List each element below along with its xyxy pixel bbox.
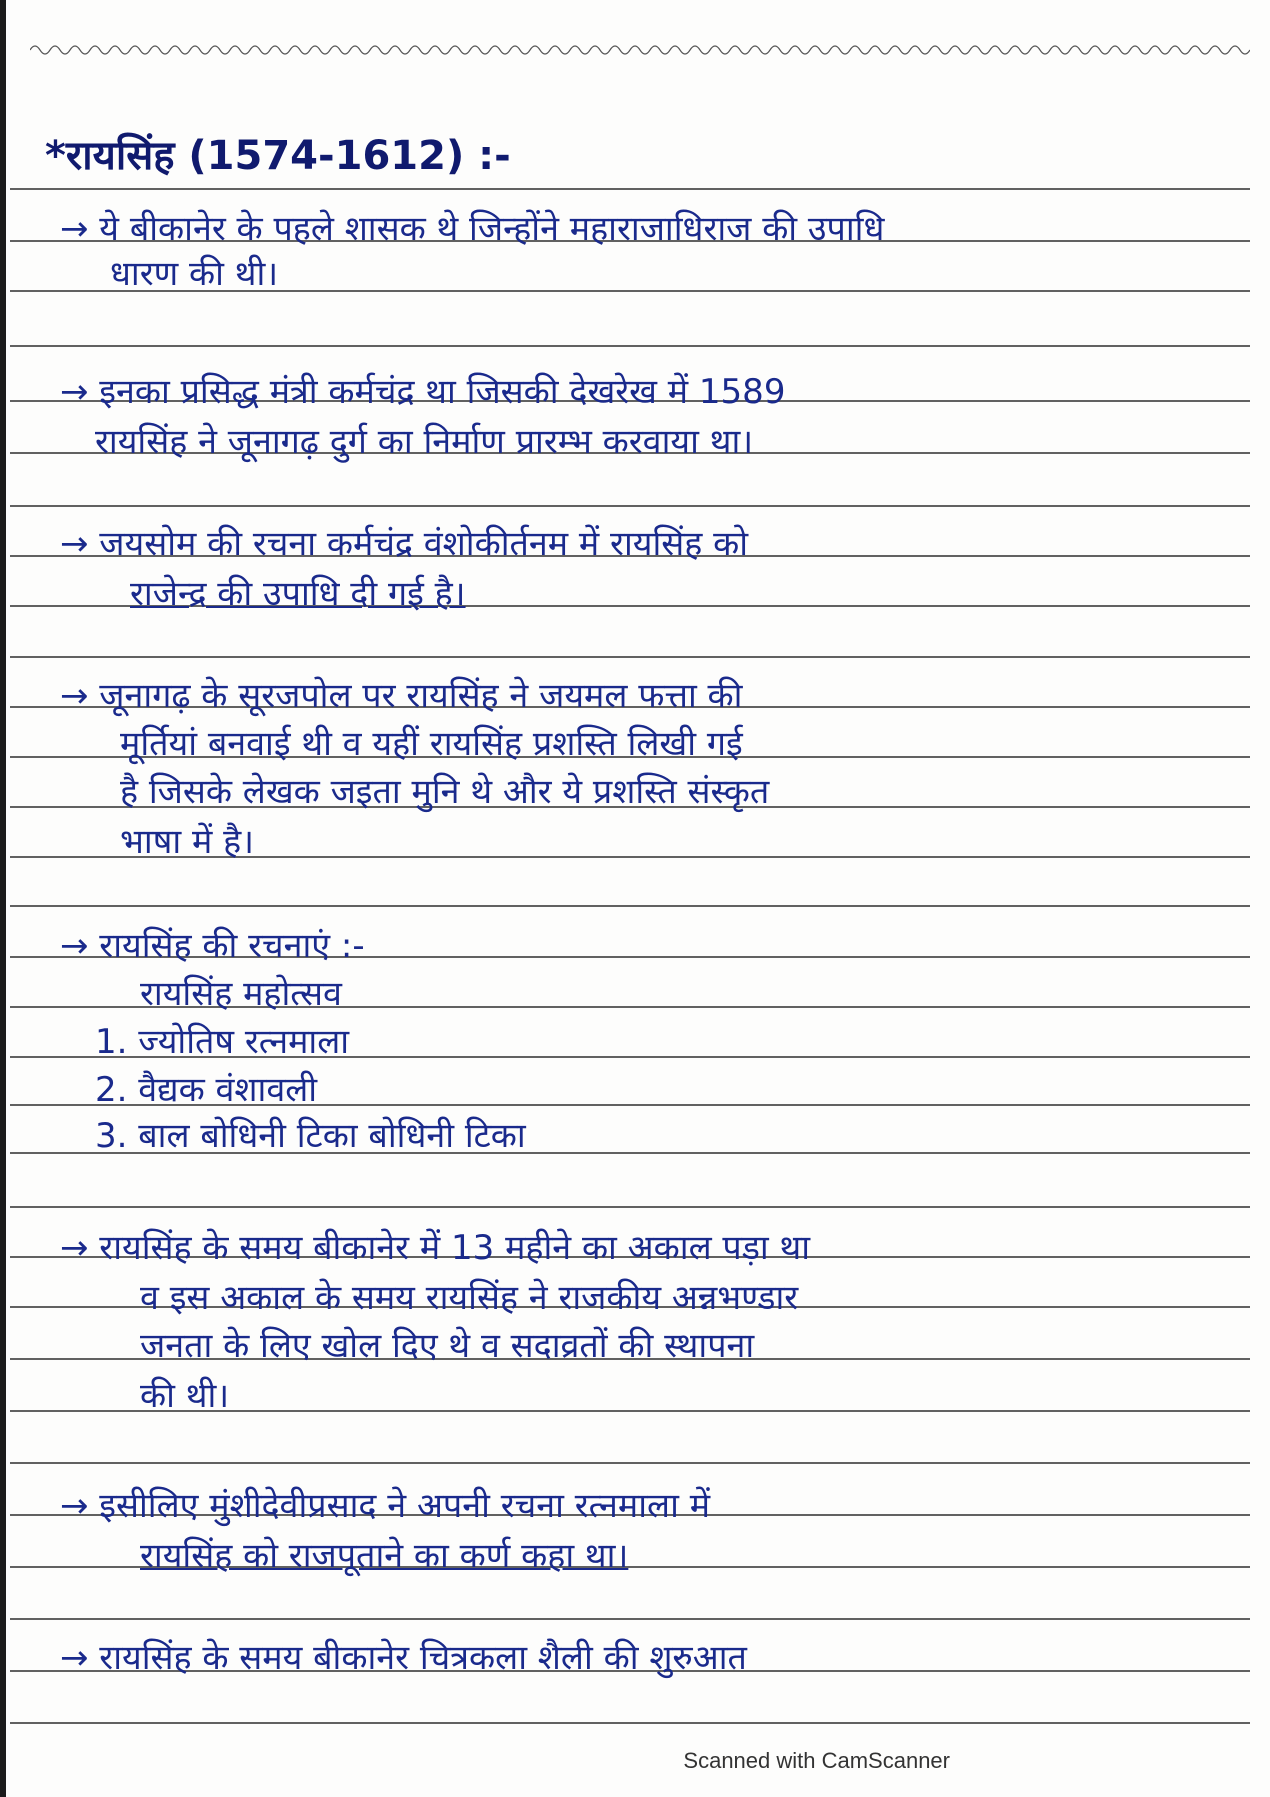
note-line-13: 1. ज्योतिष रत्नमाला <box>95 1022 350 1062</box>
left-margin-line <box>0 0 6 1797</box>
rule-line <box>10 1722 1250 1724</box>
note-line-4: रायसिंह ने जूनागढ़ दुर्ग का निर्माण प्रारम्भ करवाया था। <box>95 422 754 462</box>
note-line-6: राजेन्द्र की उपाधि दी गई है। <box>130 574 466 614</box>
rule-line <box>10 905 1250 907</box>
rule-line <box>10 656 1250 658</box>
note-line-8: मूर्तियां बनवाई थी व यहीं रायसिंह प्रशस्ति लिखी गई <box>120 724 743 764</box>
note-line-1: → ये बीकानेर के पहले शासक थे जिन्होंने महाराजाधिराज की उपाधि <box>60 209 885 249</box>
note-line-21: रायसिंह को राजपूताने का कर्ण कहा था। <box>140 1536 629 1576</box>
note-line-9: है जिसके लेखक जइता मुनि थे और ये प्रशस्ति संस्कृत <box>120 772 770 812</box>
note-line-5: → जयसोम की रचना कर्मचंद्र वंशोकीर्तनम में रायसिंह को <box>60 524 749 564</box>
note-line-3: → इनका प्रसिद्ध मंत्री कर्मचंद्र था जिसकी देखरेख में 1589 <box>60 372 786 412</box>
page-title: *रायसिंह (1574-1612) :- <box>45 133 511 179</box>
note-line-14: 2. वैद्यक वंशावली <box>95 1070 318 1110</box>
rule-line <box>10 188 1250 190</box>
note-line-11: → रायसिंह की रचनाएं :- <box>60 926 365 966</box>
note-line-2: धारण की थी। <box>110 254 279 294</box>
note-line-7: → जूनागढ़ के सूरजपोल पर रायसिंह ने जयमल फत्ता की <box>60 676 743 716</box>
note-line-19: की थी। <box>140 1376 230 1416</box>
note-line-12: रायसिंह महोत्सव <box>140 974 342 1014</box>
top-wavy-border <box>30 40 1250 60</box>
note-line-15: 3. बाल बोधिनी टिका बोधिनी टिका <box>95 1116 526 1156</box>
note-line-18: जनता के लिए खोल दिए थे व सदाव्रतों की स्थापना <box>140 1326 755 1366</box>
note-line-22: → रायसिंह के समय बीकानेर चित्रकला शैली की शुरुआत <box>60 1638 747 1678</box>
camscanner-footer: Scanned with CamScanner <box>683 1748 950 1773</box>
rule-line <box>10 505 1250 507</box>
note-line-20: → इसीलिए मुंशीदेवीप्रसाद ने अपनी रचना रत्नमाला में <box>60 1486 711 1526</box>
rule-line <box>10 1206 1250 1208</box>
rule-line <box>10 1618 1250 1620</box>
rule-line <box>10 345 1250 347</box>
note-line-17: व इस अकाल के समय रायसिंह ने राजकीय अन्नभण्डार <box>140 1278 799 1318</box>
rule-line <box>10 1462 1250 1464</box>
note-line-16: → रायसिंह के समय बीकानेर में 13 महीने का अकाल पड़ा था <box>60 1228 811 1268</box>
note-line-10: भाषा में है। <box>120 822 255 862</box>
